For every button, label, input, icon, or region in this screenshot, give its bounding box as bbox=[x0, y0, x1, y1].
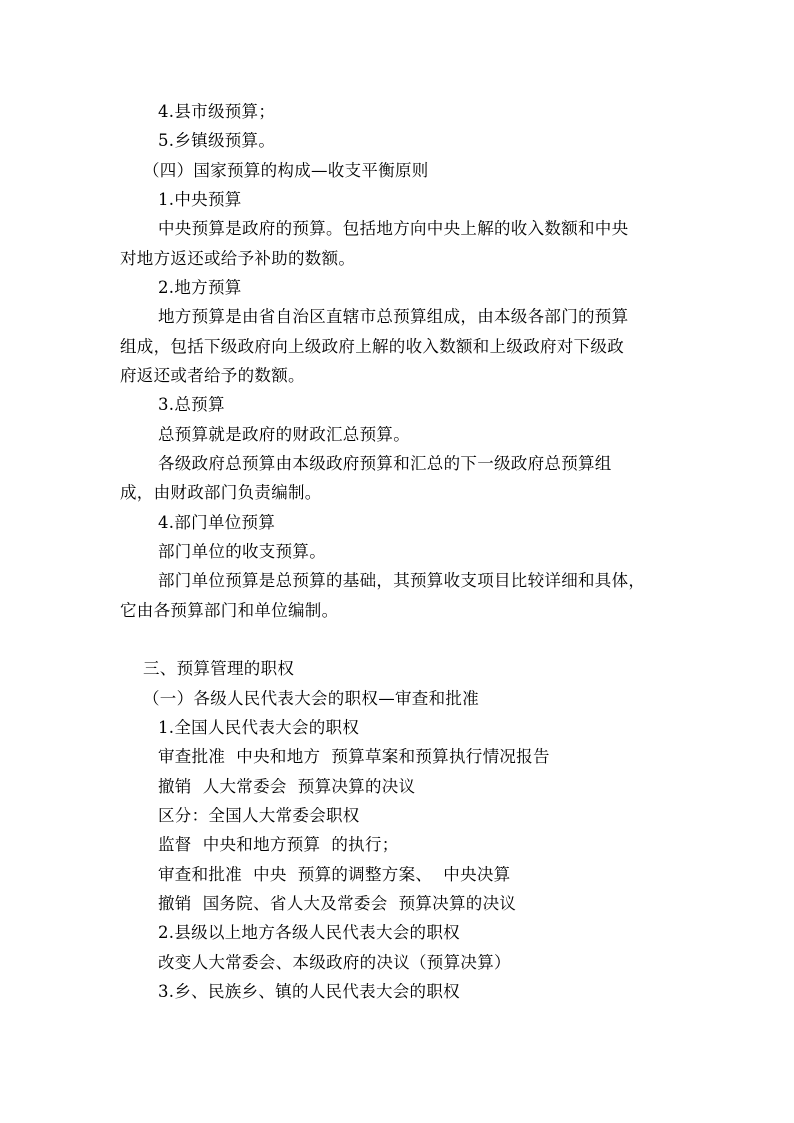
paragraph-line: 审查和批准 中央 预算的调整方案、 中央决算 bbox=[158, 865, 511, 884]
paragraph-line: 对地方返还或给予补助的数额。 bbox=[120, 249, 356, 268]
section-heading-3-1: （一）各级人民代表大会的职权—审查和批准 bbox=[143, 689, 479, 708]
paragraph-line: 撤销 人大常委会 预算决算的决议 bbox=[158, 777, 416, 796]
paragraph-line: 部门单位预算是总预算的基础，其预算收支项目比较详细和具体， bbox=[158, 571, 646, 590]
paragraph-line: 撤销 国务院、省人大及常委会 预算决算的决议 bbox=[158, 894, 517, 913]
section-heading-4: （四）国家预算的构成—收支平衡原则 bbox=[143, 161, 429, 180]
subheading-general-budget: 3.总预算 bbox=[158, 395, 225, 414]
subheading-npc-powers: 1.全国人民代表大会的职权 bbox=[158, 718, 360, 737]
paragraph-line: 审查批准 中央和地方 预算草案和预算执行情况报告 bbox=[158, 747, 550, 766]
paragraph-line: 监督 中央和地方预算 的执行； bbox=[158, 835, 399, 854]
paragraph-line: 总预算就是政府的财政汇总预算。 bbox=[158, 425, 410, 444]
subheading-local-budget: 2.地方预算 bbox=[158, 278, 242, 297]
paragraph-line: 地方预算是由省自治区直辖市总预算组成，由本级各部门的预算 bbox=[158, 307, 629, 326]
paragraph-line: 府返还或者给予的数额。 bbox=[120, 366, 305, 385]
paragraph-line: 组成，包括下级政府向上级政府上解的收入数额和上级政府对下级政 bbox=[120, 337, 624, 356]
list-item-county-budget: 4.县市级预算； bbox=[158, 102, 276, 121]
subheading-local-congress-powers: 2.县级以上地方各级人民代表大会的职权 bbox=[158, 923, 460, 942]
paragraph-line: 各级政府总预算由本级政府预算和汇总的下一级政府总预算组 bbox=[158, 454, 612, 473]
paragraph-line: 成，由财政部门负责编制。 bbox=[120, 483, 322, 502]
subheading-department-budget: 4.部门单位预算 bbox=[158, 513, 276, 532]
subheading-township-congress-powers: 3.乡、民族乡、镇的人民代表大会的职权 bbox=[158, 982, 460, 1001]
paragraph-line: 中央预算是政府的预算。包括地方向中央上解的收入数额和中央 bbox=[158, 219, 629, 238]
section-heading-3: 三、预算管理的职权 bbox=[143, 659, 295, 678]
paragraph-line: 区分：全国人大常委会职权 bbox=[158, 806, 360, 825]
list-item-township-budget: 5.乡镇级预算。 bbox=[158, 131, 276, 150]
paragraph-line: 改变人大常委会、本级政府的决议（预算决算） bbox=[158, 953, 511, 972]
subheading-central-budget: 1.中央预算 bbox=[158, 190, 242, 209]
paragraph-line: 它由各预算部门和单位编制。 bbox=[120, 601, 339, 620]
paragraph-line: 部门单位的收支预算。 bbox=[158, 542, 326, 561]
